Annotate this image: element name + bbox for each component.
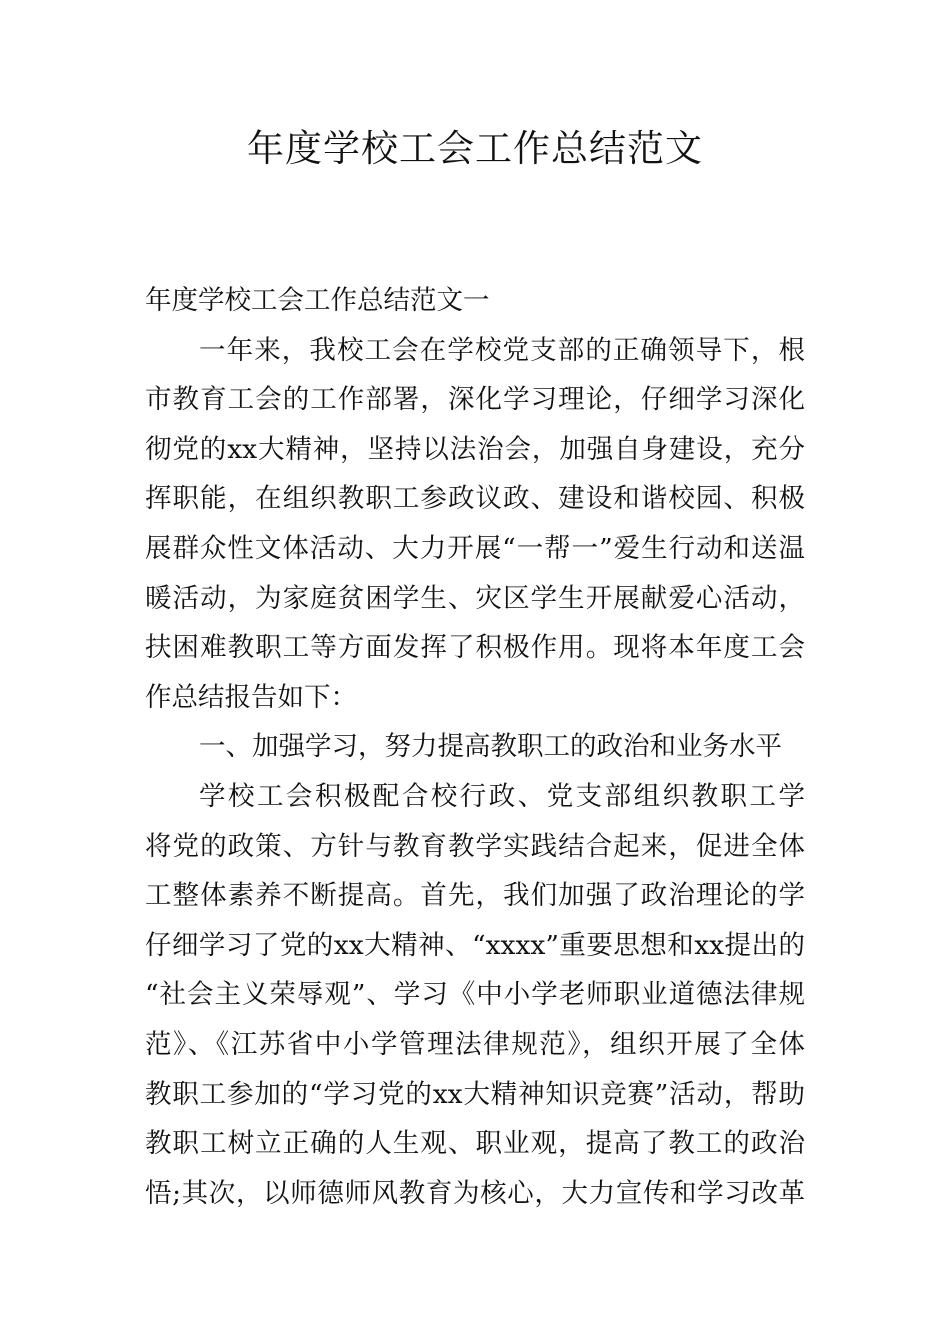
paragraph-line: 作总结报告如下： — [145, 681, 357, 713]
paragraph-line: 学校工会积极配合校行政、党支部组织教职工学 — [199, 780, 805, 812]
paragraph-line: “社会主义荣辱观”、学习《中小学老师职业道德法律规 — [145, 979, 805, 1011]
paragraph-line: 挥职能，在组织教职工参政议政、建设和谐校园、积极 — [145, 483, 805, 515]
paragraph-line: 扶困难教职工等方面发挥了积极作用。现将本年度工会 — [145, 632, 805, 664]
paragraph-line: 教职工参加的“学习党的xx大精神知识竞赛”活动，帮助 — [145, 1078, 805, 1110]
paragraph-line: 一年来，我校工会在学校党支部的正确领导下，根 — [199, 334, 805, 366]
paragraph-line: 教职工树立正确的人生观、职业观，提高了教工的政治 — [145, 1128, 805, 1160]
paragraph-line: 彻党的xx大精神，坚持以法治会，加强自身建设，充分 — [145, 433, 805, 465]
paragraph-line: 仔细学习了党的xx大精神、“xxxx”重要思想和xx提出的 — [145, 929, 805, 961]
document-title: 年度学校工会工作总结范文 — [247, 127, 703, 170]
paragraph-line: 悟;其次，以师德师风教育为核心，大力宣传和学习改革 — [145, 1177, 805, 1209]
document-body — [145, 276, 805, 1218]
paragraph-line: 工整体素养不断提高。首先，我们加强了政治理论的学 — [145, 880, 805, 912]
paragraph-line: 暖活动，为家庭贫困学生、灾区学生开展献爱心活动， — [145, 582, 805, 614]
paragraph-line: 范》、《江苏省中小学管理法律规范》，组织开展了全体 — [145, 1028, 805, 1060]
section-heading: 年度学校工会工作总结范文一 — [145, 285, 490, 316]
paragraph-line: 市教育工会的工作部署，深化学习理论，仔细学习深化 — [145, 384, 805, 416]
paragraph-line: 展群众性文体活动、大力开展“一帮一”爱生行动和送温 — [145, 532, 805, 564]
subsection-heading: 一、加强学习，努力提高教职工的政治和业务水平 — [199, 731, 782, 763]
paragraph-line: 将党的政策、方针与教育教学实践结合起来，促进全体 — [145, 830, 805, 862]
